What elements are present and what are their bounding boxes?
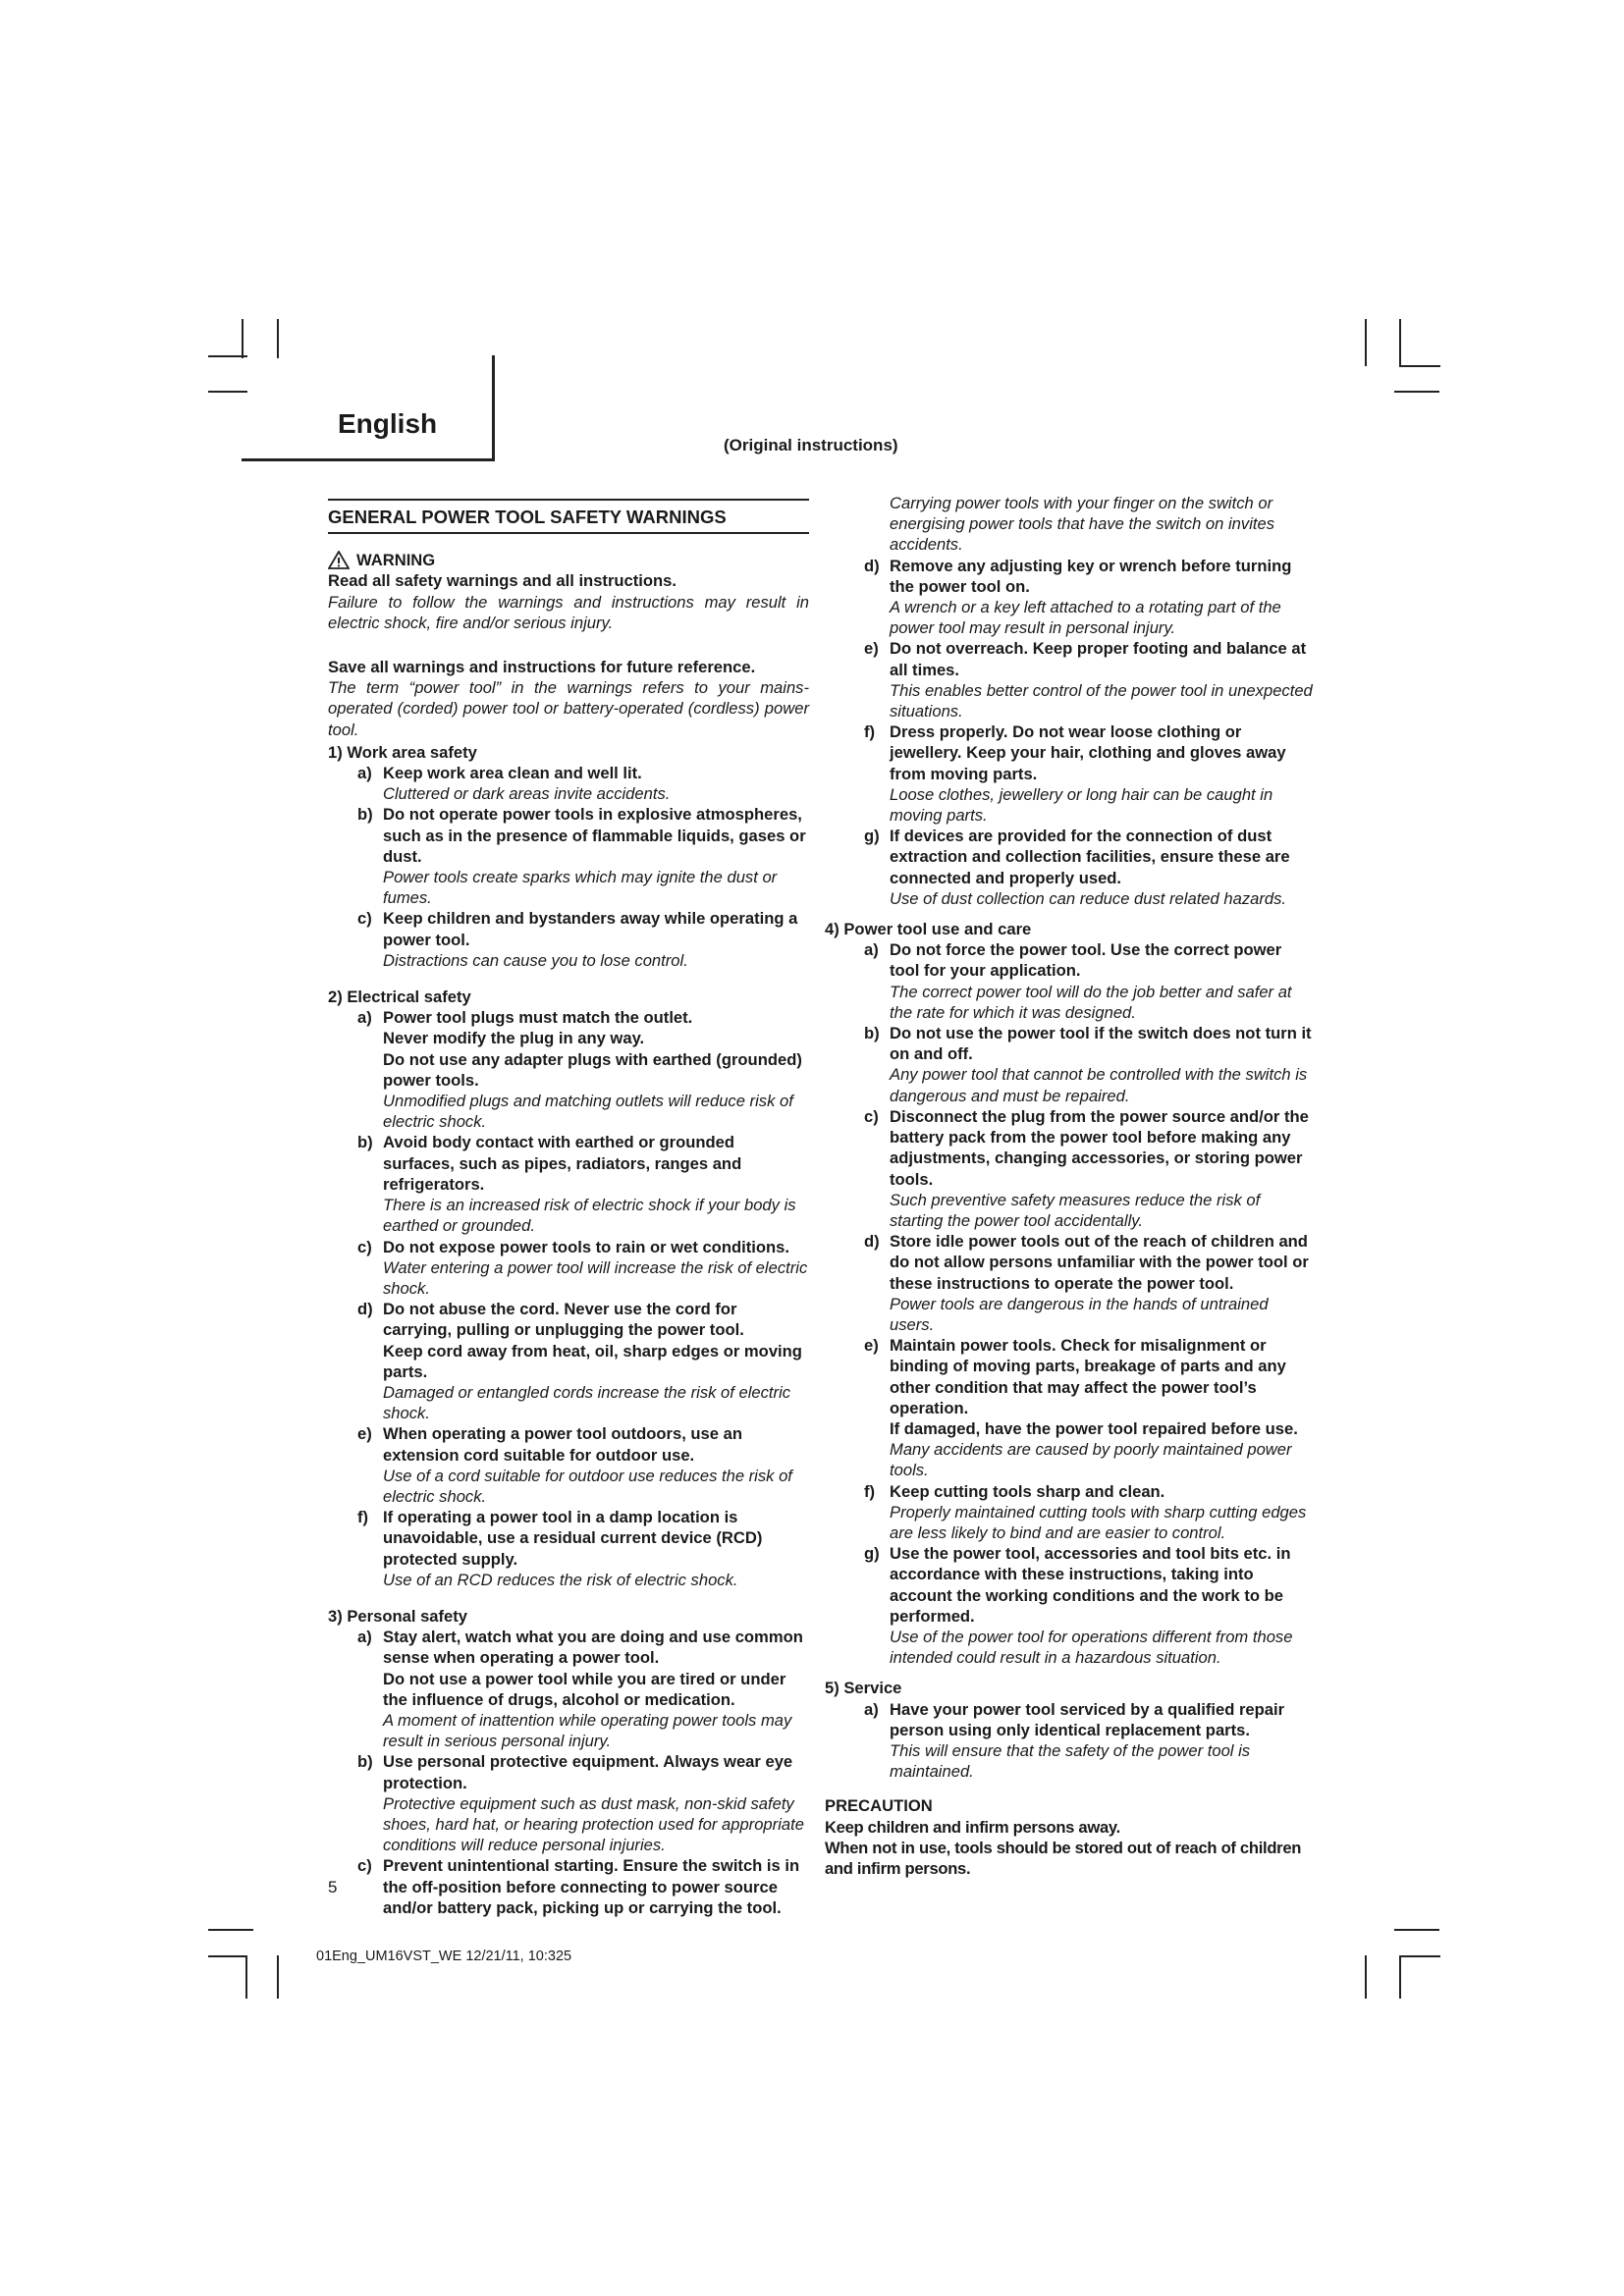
list-item: g) Use the power tool, accessories and tool bits etc. in accordance with these instructions, taking into account the working conditions and the work to be performed. Use of the power tool for operations different from those intended could result in a hazardous situation. <box>864 1544 1293 1668</box>
power-tool-term: The term “power tool” in the warnings refers to your mains-operated (corded) power tool or battery-operated (cordless) power tool. <box>328 678 809 739</box>
section-heading: 3) Personal safety <box>328 1606 468 1626</box>
section-heading: 1) Work area safety <box>328 742 477 762</box>
precaution-title: PRECAUTION <box>825 1796 933 1816</box>
list-item: f) Keep cutting tools sharp and clean. Properly maintained cutting tools with sharp cutting edges are less likely to bind and are easier to control. <box>864 1481 1307 1542</box>
crop-mark <box>1399 1955 1440 1957</box>
precaution-line-2: When not in use, tools should be stored out of reach of children and infirm persons. <box>825 1838 1302 1878</box>
save-instructions: Save all warnings and instructions for future reference. <box>328 658 756 677</box>
crop-mark <box>1399 1955 1401 1999</box>
warning-lead: Read all safety warnings and all instructions. <box>328 571 677 591</box>
crop-mark <box>242 319 244 358</box>
crop-mark <box>1399 319 1401 366</box>
list-item: a) Keep work area clean and well lit. Cluttered or dark areas invite accidents. <box>357 764 671 804</box>
crop-mark <box>1365 1955 1367 1999</box>
list-item: g) If devices are provided for the connection of dust extraction and collection facilities, ensure these are connected and properly used. Use of dust collection can reduce dust related hazards. <box>864 827 1290 908</box>
list-item: c) Keep children and bystanders away while operating a power tool. Distractions can cause you to lose control. <box>357 909 798 970</box>
crop-mark <box>1394 1929 1439 1931</box>
precaution-line-1: Keep children and infirm persons away. <box>825 1817 1120 1837</box>
list-item: b) Do not operate power tools in explosive atmospheres, such as in the presence of flammable liquids, gases or dust. Power tools create sparks which may ignite the dust or fumes. <box>357 805 806 908</box>
list-item: f) If operating a power tool in a damp location is unavoidable, use a residual current device (RCD) protected supply. Use of an RCD reduces the risk of electric shock. <box>357 1508 763 1589</box>
right-column <box>825 493 1316 1879</box>
list-item: a) Power tool plugs must match the outlet. Never modify the plug in any way. Do not use any adapter plugs with earthed (grounded) power tools. Unmodified plugs and matching outlets will reduce risk of electric shock. <box>357 1008 802 1132</box>
list-item: c) Prevent unintentional starting. Ensure the switch is in the off-position before connecting to power source and/or battery pack, picking up or carrying the tool. <box>357 1856 800 1917</box>
crop-mark <box>1365 319 1367 366</box>
list-item: c) Do not expose power tools to rain or wet conditions. Water entering a power tool will increase the risk of electric shock. <box>357 1237 808 1298</box>
crop-mark <box>1394 391 1439 393</box>
crop-mark <box>277 1955 279 1999</box>
print-footer: 01Eng_UM16VST_WE 12/21/11, 10:325 <box>316 1949 572 1964</box>
crop-mark <box>208 1955 247 1957</box>
page-number: 5 <box>328 1878 338 1896</box>
list-item: a) Do not force the power tool. Use the correct power tool for your application. The correct power tool will do the job better and safer at the rate for which it was designed. <box>864 940 1292 1022</box>
list-item: b) Use personal protective equipment. Always wear eye protection. Protective equipment such as dust mask, non-skid safety shoes, hard hat, or hearing protection used for appropriate conditions will reduce personal injuries. <box>357 1752 804 1855</box>
warning-label: WARNING <box>356 551 436 570</box>
crop-mark <box>245 1955 247 1999</box>
list-item: f) Dress properly. Do not wear loose clothing or jewellery. Keep your hair, clothing and gloves away from moving parts. Loose clothes, jewellery or long hair can be caught in moving parts. <box>864 722 1286 826</box>
section-heading: 2) Electrical safety <box>328 988 471 1007</box>
warning-heading <box>328 550 809 570</box>
list-item: b) Avoid body contact with earthed or grounded surfaces, such as pipes, radiators, ranges and refrigerators. There is an increased risk of electric shock if your body is earthed or grounded. <box>357 1133 796 1236</box>
warning-triangle-icon <box>328 551 350 569</box>
crop-mark <box>277 319 279 358</box>
list-item: e) Do not overreach. Keep proper footing and balance at all times. This enables better control of the power tool in unexpected situations. <box>864 639 1313 721</box>
list-item: a) Have your power tool serviced by a qualified repair person using only identical replacement parts. This will ensure that the safety of the power tool is maintained. <box>864 1699 1285 1782</box>
warning-text: Failure to follow the warnings and instructions may result in electric shock, fire and/or serious injury. <box>328 592 809 632</box>
list-item: e) When operating a power tool outdoors, use an extension cord suitable for outdoor use. Use of a cord suitable for outdoor use reduces the risk of electric shock. <box>357 1424 792 1506</box>
language-label: English <box>338 408 438 439</box>
list-item: e) Maintain power tools. Check for misalignment or binding of moving parts, breakage of parts and any other condition that may affect the power tool’s operation. If damaged, have the power tool repaired before use. Many accidents are caused by poorly maintained power tools. <box>864 1336 1298 1480</box>
list-item: d) Store idle power tools out of the reach of children and do not allow persons unfamiliar with the power tool or these instructions to operate the power tool. Power tools are dangerous in the hands of untrained users. <box>864 1232 1309 1334</box>
page-title: GENERAL POWER TOOL SAFETY WARNINGS <box>328 499 809 534</box>
list-item-continued: Carrying power tools with your finger on the switch or energising power tools that have the switch on invites accidents. <box>890 494 1275 555</box>
section-heading: 4) Power tool use and care <box>825 920 1032 939</box>
list-item: c) Disconnect the plug from the power source and/or the battery pack from the power tool before making any adjustments, changing accessories, or storing power tools. Such preventive safety measures reduce the risk of starting the power tool accidentally. <box>864 1106 1309 1230</box>
list-item: a) Stay alert, watch what you are doing and use common sense when operating a power tool. Do not use a power tool while you are tired or under the influence of drugs, alcohol or medication. A moment of inattention while operating power tools may result in serious personal injury. <box>357 1628 803 1751</box>
crop-mark <box>1399 365 1440 367</box>
section-heading: 5) Service <box>825 1679 902 1698</box>
list-item: d) Do not abuse the cord. Never use the cord for carrying, pulling or unplugging the power tool. Keep cord away from heat, oil, sharp edges or moving parts. Damaged or entangled cords increase the risk of electric shock. <box>357 1300 802 1423</box>
crop-mark <box>208 1929 253 1931</box>
list-item: b) Do not use the power tool if the switch does not turn it on and off. Any power tool that cannot be controlled with the switch is dangerous and must be repaired. <box>864 1024 1312 1105</box>
list-item: d) Remove any adjusting key or wrench before turning the power tool on. A wrench or a key left attached to a rotating part of the power tool may result in personal injury. <box>864 556 1292 638</box>
original-instructions-note: (Original instructions) <box>724 436 898 454</box>
left-column <box>328 499 809 1918</box>
